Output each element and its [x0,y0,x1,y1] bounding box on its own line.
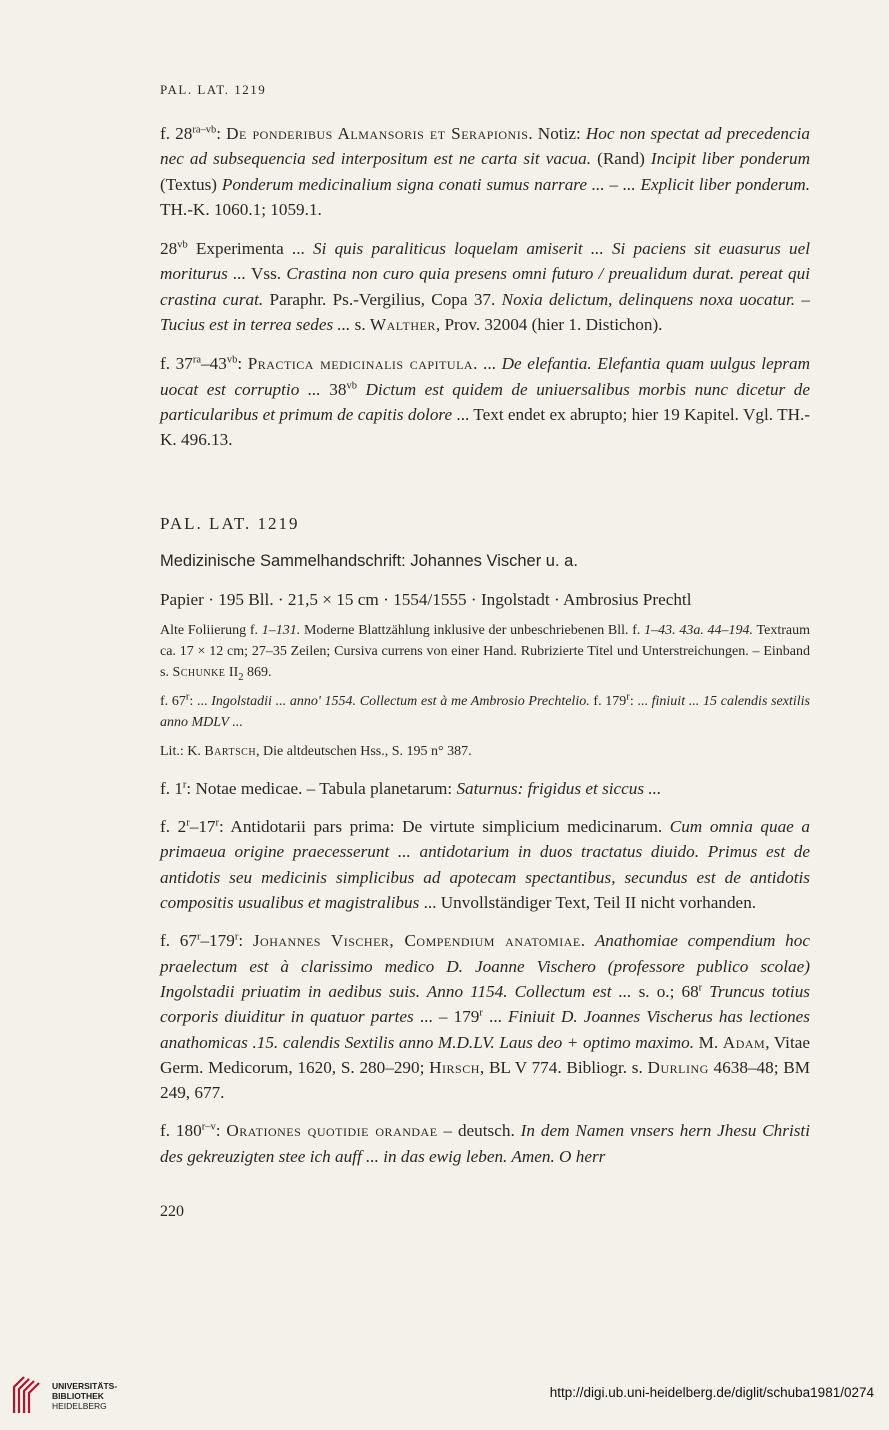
library-name: UNIVERSITÄTS- BIBLIOTHEK HEIDELBERG [52,1381,118,1411]
section-shelfmark: PAL. LAT. 1219 [160,513,300,533]
colophon-note: f. 67$^r$: ... Ingolstadii ... anno' 1554. Collectum est à me Ambrosio Prechtelio. f. 179$^r$: ... finiuit ... 15 calendis sextilis anno MDLV ... [160,691,810,730]
literature-note: Lit.: K. Bartsch, Die altdeutschen Hss., S. 195 n° 387. [160,743,472,759]
running-head: PAL. LAT. 1219 [160,82,267,97]
library-logo-icon [10,1373,42,1415]
entry-practica-medicinalis: f. $37^{ra}-43^{vb}$: Practica medicinalis capitula. ... De elefantia. Elefantia quam uulgus lepram uocat est corruptio ... $38^{vb}$ Dictum est quidem de uniuersalibus morbis nunc dicetur de particularibus et primum de capitis dolore ... Text endet ex abrupto; hier 19 Kapitel. Vgl. TH.-K. 496.13. [160,354,811,450]
page-number: 220 [160,1203,184,1221]
viewer-footer [0,1365,889,1430]
physical-description: Papier · 195 Bll. · 21,5 × 15 cm · 1554/1555 · Ingolstadt · Ambrosius Prechtl [160,589,692,609]
catalog-page [160,70,810,1224]
content-orationes: f. 180$^{r-v}$: Orationes quotidie orandae – deutsch. In dem Namen vnsers hern Jhesu Christi des gekreuzigten stee ich auff ... in das ewig leben. Amen. O herr [160,1121,810,1166]
permalink-url[interactable]: http://digi.ub.uni-heidelberg.de/diglit/schuba1981/0274 [549,1385,874,1400]
manuscript-title: Medizinische Sammelhandschrift: Johannes Vischer u. a. [160,551,578,570]
codicological-description: Alte Foliierung f. 1–131. Moderne Blattzählung inklusive der unbeschriebenen Bll. f. 1–43. 43a. 44–194. Textraum ca. 17 × 12 cm; 27–35 Zeilen; Cursiva currens von einer Hand. Rubrizierte Titel und Unterstreichungen. – Einband s. Schunke $II_2$ 869. [160,622,810,683]
content-antidotarium: f. 2$^r$–17$^r$: Antidotarii pars prima: De virtute simplicium medicinarum. Cum omnia quae a primaeua origine praecesserunt ... antidotarium in duos tractatus diuido. Primus est de antidotis seu medicinis simplicibus ad apotecam spectantibus, secundus est de antidotis compositis usualibus et magistralibus ... Unvollständiger Text, Teil II nicht vorhanden. [160,817,810,913]
entry-ponderibus: f. $28^{ra-vb}$: De ponderibus Almansoris et Serapionis. Notiz: Hoc non spectat ad precedencia nec ad subsequencia sed interpositum est ne carta sit vacua. (Rand) Incipit liber ponderum (Textus) Ponderum medicinalium signa conati sumus narrare ... – ... Explicit liber ponderum. TH.-K. 1060.1; 1059.1. [160,124,811,219]
content-notae-medicae: f. 1$^r$: Notae medicae. – Tabula planetarum: Saturnus: frigidus et siccus ... [160,778,662,798]
entry-experimenta: $28^{vb}$ Experimenta ... Si quis paraliticus loquelam amiserit ... Si paciens sit euasurus uel moriturus ... Vss. Crastina non curo quia presens omni futuro / preualidum durat. pereat qui crastina curat. Paraphr. Ps.-Vergilius, Copa 37. Noxia delictum, delinquens noxa uocatur. – Tucius est in terrea sedes ... s. Walther, Prov. 32004 (hier 1. Distichon). [160,239,811,335]
content-compendium-anatomiae: f. 67$^r$–179$^r$: Johannes Vischer, Compendium anatomiae. Anathomiae compendium hoc praelectum est à clarissimo medico D. Joanne Vischero (professore publico scolae) Ingolstadii priuatim in aedibus suis. Anno 1154. Collectum est ... s. o.; 68$^r$ Truncus totius corporis diuiditur in quatuor partes ... – 179$^r$ ... Finiuit D. Joannes Vischerus has lectiones anathomicas .15. calendis Sextilis anno M.D.LV. Laus deo + optimo maximo. M. Adam, Vitae Germ. Medicorum, 1620, S. 280–290; Hirsch, BL V 774. Bibliogr. s. Durling 4638–48; BM 249, 677. [160,931,811,1103]
